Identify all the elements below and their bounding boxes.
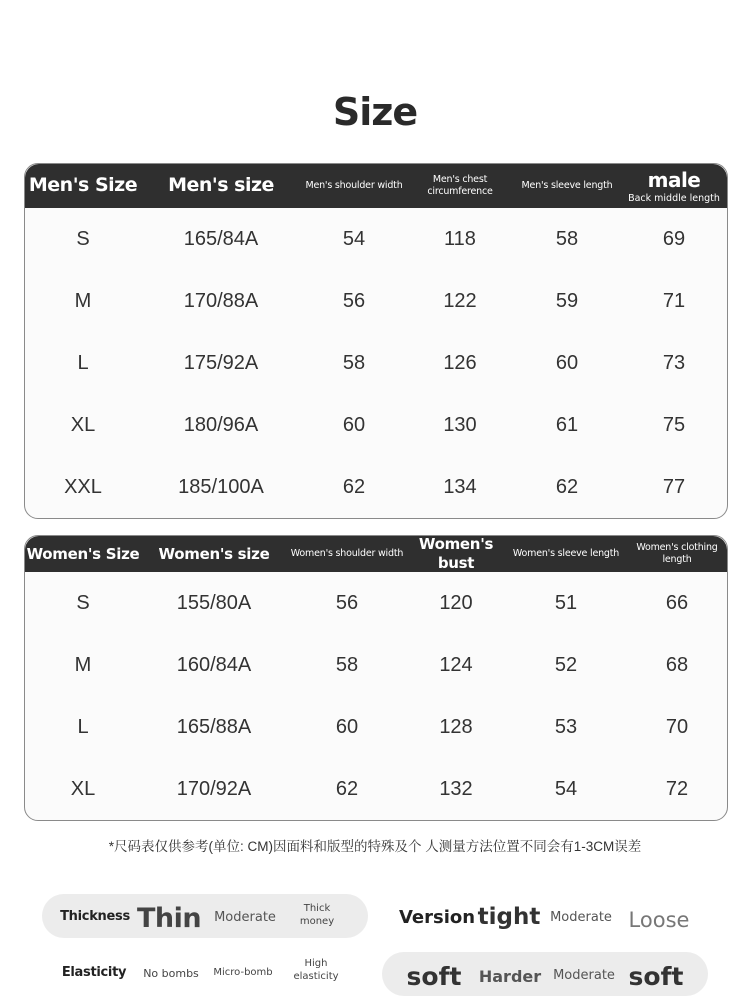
elasticity-no-bombs: No bombs — [143, 967, 199, 980]
cell-bust: 132 — [439, 777, 473, 800]
cell-chest: 134 — [443, 475, 477, 498]
page-title: Size — [332, 90, 418, 134]
women-table-body — [25, 572, 727, 820]
thickness-moderate: Moderate — [214, 910, 276, 925]
cell-chest: 122 — [443, 289, 477, 312]
cell-spec: 185/100A — [178, 475, 264, 498]
softness-moderate: Moderate — [553, 968, 615, 983]
cell-length: 69 — [662, 227, 686, 250]
women-size-table — [24, 535, 728, 821]
version-tight: tight — [477, 904, 541, 930]
men-table-header — [25, 164, 727, 208]
version-loose: Loose — [628, 908, 690, 932]
table-row — [25, 634, 727, 696]
cell-sleeve: 53 — [554, 715, 578, 738]
cell-spec: 165/84A — [183, 227, 259, 250]
cell-spec: 180/96A — [183, 413, 259, 436]
cell-spec: 165/88A — [176, 715, 252, 738]
cell-length: 77 — [662, 475, 686, 498]
cell-size: XL — [70, 413, 96, 436]
table-row — [25, 758, 727, 820]
cell-spec: 170/88A — [183, 289, 259, 312]
cell-size: M — [74, 653, 92, 676]
cell-size: XXL — [64, 475, 102, 498]
cell-spec: 160/84A — [176, 653, 252, 676]
header-back-middle-length: Back middle length — [628, 192, 720, 204]
cell-length: 70 — [665, 715, 689, 738]
cell-shoulder: 62 — [342, 475, 366, 498]
thickness-thick-money: Thick money — [299, 903, 335, 927]
softness-soft-first: soft — [406, 962, 462, 991]
version-moderate: Moderate — [550, 910, 612, 925]
cell-sleeve: 60 — [555, 351, 579, 374]
table-row — [25, 572, 727, 634]
cell-sleeve: 58 — [555, 227, 579, 250]
cell-sleeve: 51 — [554, 591, 578, 614]
cell-length: 66 — [665, 591, 689, 614]
cell-size: L — [77, 715, 89, 738]
cell-shoulder: 58 — [342, 351, 366, 374]
men-table-body — [25, 208, 727, 518]
header-men-chest: Men's chest circumference — [427, 174, 493, 197]
cell-chest: 130 — [443, 413, 477, 436]
cell-length: 68 — [665, 653, 689, 676]
header-men-size-spec: Men's size — [168, 174, 274, 197]
header-men-back-length — [621, 168, 727, 205]
cell-spec: 155/80A — [176, 591, 252, 614]
header-women-sleeve: Women's sleeve length — [512, 548, 620, 560]
header-women-shoulder-width: Women's shoulder width — [290, 548, 404, 560]
elasticity-label: Elasticity — [61, 965, 127, 980]
cell-shoulder: 56 — [335, 591, 359, 614]
cell-chest: 126 — [443, 351, 477, 374]
table-row — [25, 208, 727, 270]
cell-size: S — [76, 591, 90, 614]
cell-bust: 120 — [439, 591, 473, 614]
header-male-label: male — [647, 167, 701, 192]
softness-harder: Harder — [478, 967, 542, 986]
cell-size: L — [77, 351, 89, 374]
cell-chest: 118 — [444, 227, 476, 250]
cell-sleeve: 62 — [555, 475, 579, 498]
cell-size: S — [76, 227, 90, 250]
table-row — [25, 332, 727, 394]
cell-length: 75 — [662, 413, 686, 436]
cell-spec: 170/92A — [176, 777, 252, 800]
header-men-sleeve: Men's sleeve length — [521, 180, 613, 192]
cell-size: M — [74, 289, 92, 312]
men-size-table — [24, 163, 728, 519]
cell-shoulder: 56 — [342, 289, 366, 312]
version-label: Version — [398, 907, 476, 928]
cell-length: 71 — [662, 289, 686, 312]
thickness-label: Thickness — [60, 909, 130, 924]
elasticity-high: High elasticity — [293, 958, 339, 982]
measurement-note: *尺码表仅供参考(单位: CM)因面料和版型的特殊及个 人测量方法位置不同会有1-3CM误差 — [108, 839, 642, 854]
header-women-size-spec: Women's size — [158, 544, 270, 563]
thickness-thin: Thin — [136, 903, 202, 934]
cell-sleeve: 61 — [555, 413, 579, 436]
cell-shoulder: 60 — [342, 413, 366, 436]
header-women-size: Women's Size — [26, 544, 140, 563]
cell-length: 72 — [665, 777, 689, 800]
table-row — [25, 696, 727, 758]
cell-size: XL — [70, 777, 96, 800]
table-row — [25, 394, 727, 456]
cell-length: 73 — [662, 351, 686, 374]
cell-bust: 128 — [439, 715, 473, 738]
header-women-length: Women's clothing length — [636, 542, 718, 565]
table-row — [25, 456, 727, 518]
elasticity-micro-bomb: Micro-bomb — [213, 967, 273, 978]
cell-shoulder: 60 — [335, 715, 359, 738]
cell-sleeve: 52 — [554, 653, 578, 676]
header-men-size: Men's Size — [28, 174, 138, 197]
cell-bust: 124 — [439, 653, 473, 676]
cell-sleeve: 54 — [554, 777, 578, 800]
softness-soft-last: soft — [628, 962, 684, 991]
cell-spec: 175/92A — [183, 351, 259, 374]
header-women-bust: Women's bust — [418, 535, 494, 572]
cell-sleeve: 59 — [555, 289, 579, 312]
cell-shoulder: 62 — [335, 777, 359, 800]
table-row — [25, 270, 727, 332]
cell-shoulder: 58 — [335, 653, 359, 676]
women-table-header — [25, 536, 727, 572]
cell-shoulder: 54 — [342, 227, 366, 250]
header-men-shoulder-width: Men's shoulder width — [305, 180, 403, 192]
